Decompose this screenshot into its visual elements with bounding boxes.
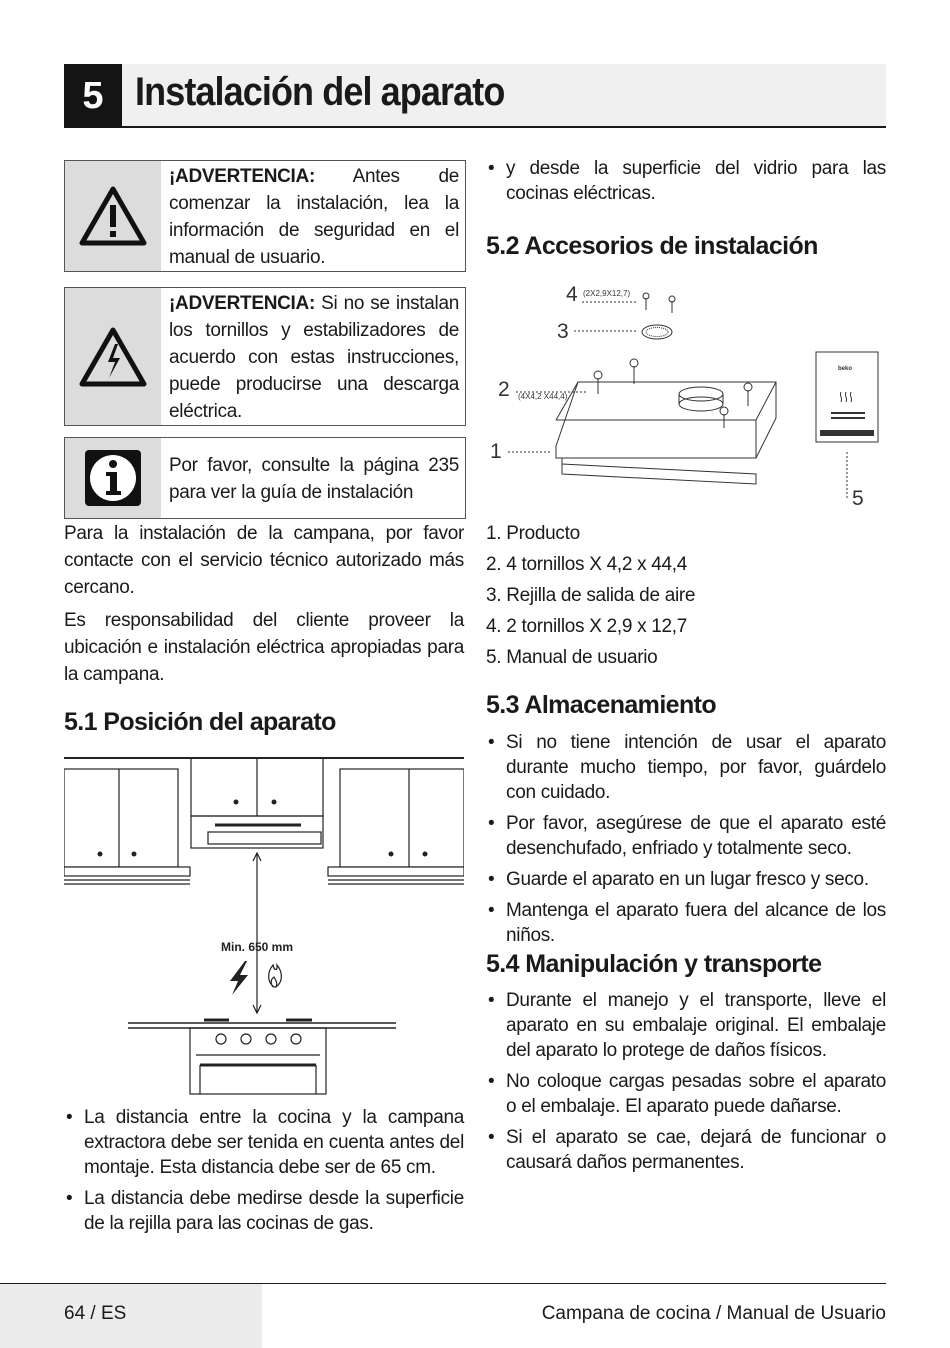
callout-2: 2 xyxy=(498,378,510,401)
chapter-number: 5 xyxy=(64,64,122,128)
list-item: 2. 4 tornillos X 4,2 x 44,4 xyxy=(486,554,688,575)
list-item: • No coloque cargas pesadas sobre el aparato o el embalaje. El aparato puede dañarse. xyxy=(486,1069,886,1119)
hood-position-diagram xyxy=(64,755,464,1095)
list-item: 4. 2 tornillos X 2,9 x 12,7 xyxy=(486,616,688,637)
section-5-4-title: 5.4 Manipulación y transporte xyxy=(486,950,822,978)
section-5-3-title: 5.3 Almacenamiento xyxy=(486,691,717,719)
warning-1-label: ¡ADVERTENCIA: xyxy=(169,166,315,187)
list-item: • Guarde el aparato en un lugar fresco y seco. xyxy=(486,867,886,892)
list-item: • La distancia debe medirse desde la superficie de la rejilla para las cocinas de gas. xyxy=(64,1186,464,1236)
warning-box-1 xyxy=(64,160,466,272)
info-icon xyxy=(65,438,161,518)
list-item: • Durante el manejo y el transporte, lleve el aparato en su embalaje original. El embalaje del aparato lo protege de daños físicos. xyxy=(486,988,886,1063)
list-item: • La distancia entre la cocina y la campana extractora debe ser tenida en cuenta antes del montaje. Esta distancia debe ser de 65 cm. xyxy=(64,1105,464,1180)
footer-page-shade xyxy=(0,1284,262,1348)
chapter-title: Instalación del aparato xyxy=(135,70,505,114)
list-item: 5. Manual de usuario xyxy=(486,647,658,668)
manual-brand: beko xyxy=(838,366,853,372)
distance-label: Min. 650 mm xyxy=(220,940,294,954)
list-item: 1. Producto xyxy=(486,523,580,544)
intro-paragraph-2: Es responsabilidad del cliente proveer la ubicación e instalación eléctrica apropiadas para la campana. xyxy=(64,610,464,685)
list-item: • y desde la superficie del vidrio para las cocinas eléctricas. xyxy=(486,156,886,206)
section-5-1-bullets xyxy=(64,1105,464,1242)
warning-1-text: Antes de comenzar la instalación, lea la información de seguridad en el manual de usuario. xyxy=(169,166,459,268)
electric-shock-icon xyxy=(65,288,161,425)
callout-4: 4 xyxy=(566,283,578,306)
screw-small-label: (2X2,9X12,7) xyxy=(583,289,631,298)
warning-triangle-icon xyxy=(65,161,161,271)
screw-large-label: (4X4,2 X44,4) xyxy=(518,392,568,401)
continued-bullet xyxy=(486,156,886,212)
warning-2-label: ¡ADVERTENCIA: xyxy=(169,293,315,314)
list-item: • Si no tiene intención de usar el aparato durante mucho tiempo, por favor, guárdelo con cuidado. xyxy=(486,730,886,805)
section-5-2-title: 5.2 Accesorios de instalación xyxy=(486,232,818,260)
section-5-4-bullets xyxy=(486,988,886,1181)
list-item: • Por favor, asegúrese de que el aparato esté desenchufado, enfriado y totalmente seco. xyxy=(486,811,886,861)
callout-1: 1 xyxy=(490,440,502,463)
info-box xyxy=(64,437,466,519)
section-5-1-title: 5.1 Posición del aparato xyxy=(64,708,336,736)
callout-3: 3 xyxy=(557,320,569,343)
accessories-diagram xyxy=(486,280,886,512)
info-text: Por favor, consulte la página 235 para ver la guía de instalación xyxy=(169,455,459,503)
document-title: Campana de cocina / Manual de Usuario xyxy=(541,1303,886,1324)
warning-box-2 xyxy=(64,287,466,426)
list-item: • Si el aparato se cae, dejará de funcionar o causará daños permanentes. xyxy=(486,1125,886,1175)
accessories-list xyxy=(486,518,886,673)
callout-5: 5 xyxy=(852,487,864,510)
list-item: 3. Rejilla de salida de aire xyxy=(486,585,696,606)
list-item: • Mantenga el aparato fuera del alcance de los niños. xyxy=(486,898,886,948)
intro-paragraph-1: Para la instalación de la campana, por favor contacte con el servicio técnico autorizado más cercano. xyxy=(64,523,464,598)
section-5-3-bullets xyxy=(486,730,886,954)
warning-2-text: Si no se instalan los tornillos y estabilizadores de acuerdo con estas instrucciones, puede producirse una descarga eléctrica. xyxy=(169,293,459,422)
page-number: 64 / ES xyxy=(64,1303,127,1324)
